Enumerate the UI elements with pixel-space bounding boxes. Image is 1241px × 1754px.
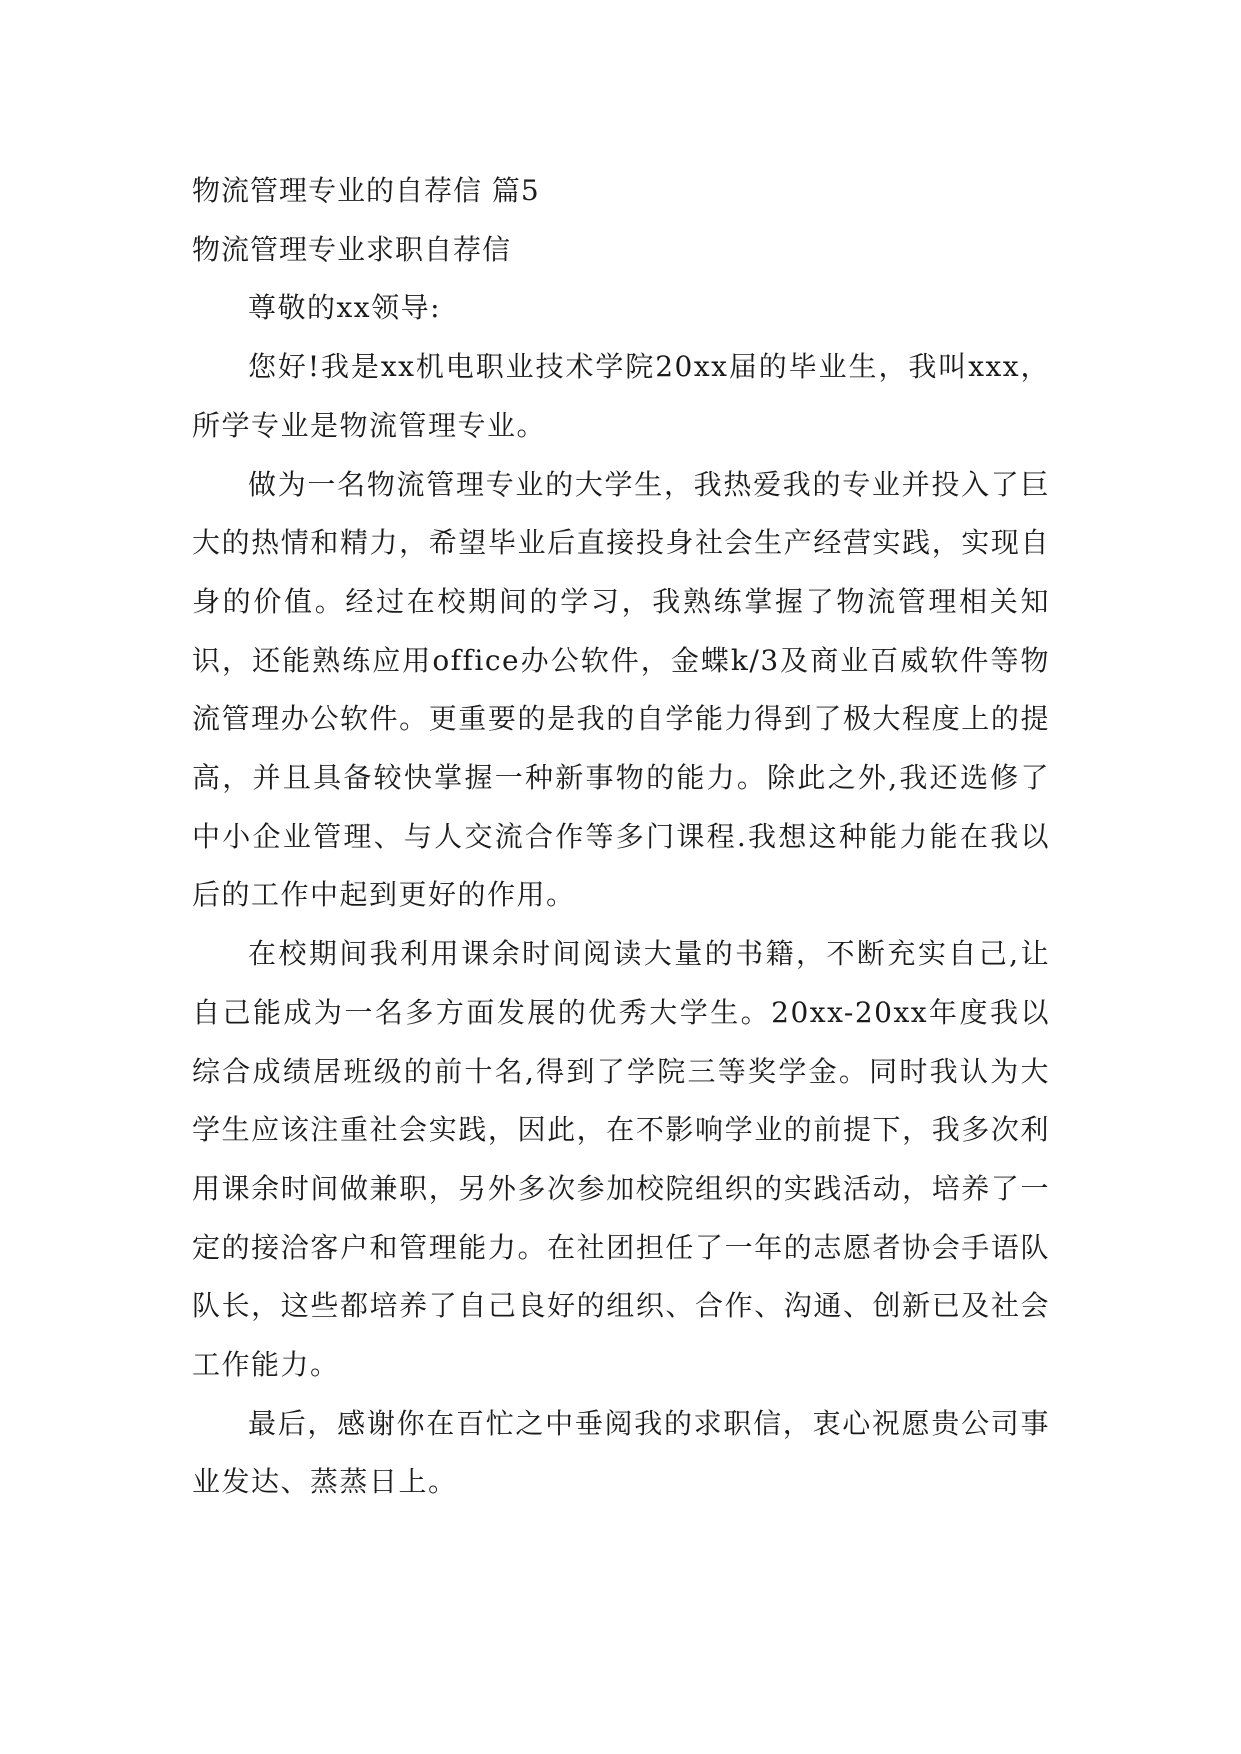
paragraph-skills: 做为一名物流管理专业的大学生，我热爱我的专业并投入了巨大的热情和精力，希望毕业后直接投身社会生产经营实践，实现自身的价值。经过在校期间的学习，我熟练掌握了物流管理相关知识，还能熟练应用office办公软件，金蝶k/3及商业百威软件等物流管理办公软件。更重要的是我的自学能力得到了极大程度上的提高，并且具备较快掌握一种新事物的能力。除此之外,我还选修了中小企业管理、与人交流合作等多门课程.我想这种能力能在我以后的工作中起到更好的作用。 [192, 467, 1050, 912]
document-title: 物流管理专业的自荐信 篇5 [192, 174, 540, 207]
paragraph-greeting: 您好!我是xx机电职业技术学院20xx届的毕业生，我叫xxx，所学专业是物流管理专业。 [192, 350, 1050, 442]
paragraph-closing: 最后，感谢你在百忙之中垂阅我的求职信，衷心祝愿贵公司事业发达、蒸蒸日上。 [192, 1406, 1050, 1499]
document-page [192, 162, 1050, 1512]
letter-title: 物流管理专业求职自荐信 [192, 232, 512, 266]
paragraph-activities: 在校期间我利用课余时间阅读大量的书籍，不断充实自己,让自己能成为一名多方面发展的优秀大学生。20xx-20xx年度我以综合成绩居班级的前十名,得到了学院三等奖学金。同时我认为大学生应该注重社会实践，因此，在不影响学业的前提下，我多次利用课余时间做兼职，另外多次参加校院组织的实践活动，培养了一定的接洽客户和管理能力。在社团担任了一年的志愿者协会手语队队长，这些都培养了自己良好的组织、合作、沟通、创新已及社会工作能力。 [192, 937, 1050, 1382]
salutation: 尊敬的xx领导: [248, 291, 442, 325]
